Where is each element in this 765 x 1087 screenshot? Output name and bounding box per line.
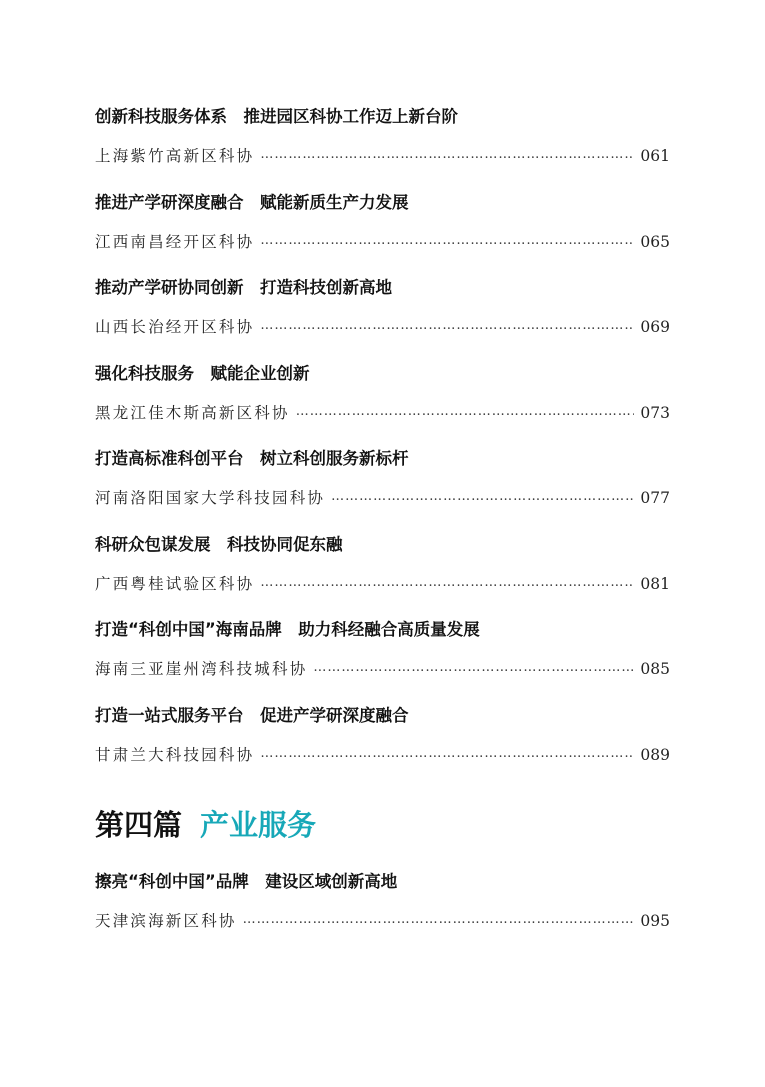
entry-title: 擦亮“科创中国”品牌 建设区域创新高地 — [95, 872, 398, 891]
dot-leader — [260, 318, 634, 334]
entry-line — [95, 910, 670, 932]
entry-page-number: 061 — [640, 147, 670, 165]
entry-title: 强化科技服务 赋能企业创新 — [95, 364, 310, 383]
entry-line — [95, 573, 670, 595]
section-name: 产业服务 — [200, 808, 317, 842]
entry-line — [95, 231, 670, 253]
entry-organization: 山西长治经开区科协 — [95, 318, 255, 336]
entry-line — [95, 744, 670, 766]
entry-page-number: 077 — [640, 489, 670, 507]
dot-leader — [243, 912, 635, 928]
dot-leader — [313, 660, 634, 676]
entry-title: 推动产学研协同创新 打造科技创新高地 — [95, 278, 392, 297]
entry-organization: 海南三亚崖州湾科技城科协 — [95, 660, 308, 678]
entry-page-number: 065 — [640, 233, 670, 251]
dot-leader — [260, 233, 634, 249]
entry-title: 打造高标准科创平台 树立科创服务新标杆 — [95, 449, 409, 468]
entry-line — [95, 145, 670, 167]
entry-organization: 甘肃兰大科技园科协 — [95, 746, 255, 764]
entry-line — [95, 658, 670, 680]
entry-page-number: 089 — [640, 746, 670, 764]
dot-leader — [331, 489, 634, 505]
dot-leader — [260, 575, 634, 591]
entry-organization: 江西南昌经开区科协 — [95, 233, 255, 251]
entry-organization: 上海紫竹高新区科协 — [95, 147, 255, 165]
entry-organization: 河南洛阳国家大学科技园科协 — [95, 489, 326, 507]
entry-line — [95, 316, 670, 338]
entry-title: 打造一站式服务平台 促进产学研深度融合 — [95, 706, 409, 725]
entry-title: 科研众包谋发展 科技协同促东融 — [95, 535, 343, 554]
entry-organization: 广西粤桂试验区科协 — [95, 575, 255, 593]
dot-leader — [260, 147, 634, 163]
entry-page-number: 081 — [640, 575, 670, 593]
dot-leader — [260, 746, 634, 762]
dot-leader — [296, 404, 635, 420]
entry-page-number: 095 — [640, 912, 670, 930]
entry-page-number: 085 — [640, 660, 670, 678]
entry-page-number: 069 — [640, 318, 670, 336]
entry-line — [95, 487, 670, 509]
entry-title: 打造“科创中国”海南品牌 助力科经融合高质量发展 — [95, 620, 480, 639]
section-number: 第四篇 — [95, 808, 183, 842]
entry-line — [95, 402, 670, 424]
entry-organization: 黑龙江佳木斯高新区科协 — [95, 404, 290, 422]
entry-title: 创新科技服务体系 推进园区科协工作迈上新台阶 — [95, 107, 458, 126]
entry-title: 推进产学研深度融合 赋能新质生产力发展 — [95, 193, 409, 212]
section-heading[interactable] — [95, 805, 316, 845]
entry-page-number: 073 — [640, 404, 670, 422]
entry-organization: 天津滨海新区科协 — [95, 912, 237, 930]
